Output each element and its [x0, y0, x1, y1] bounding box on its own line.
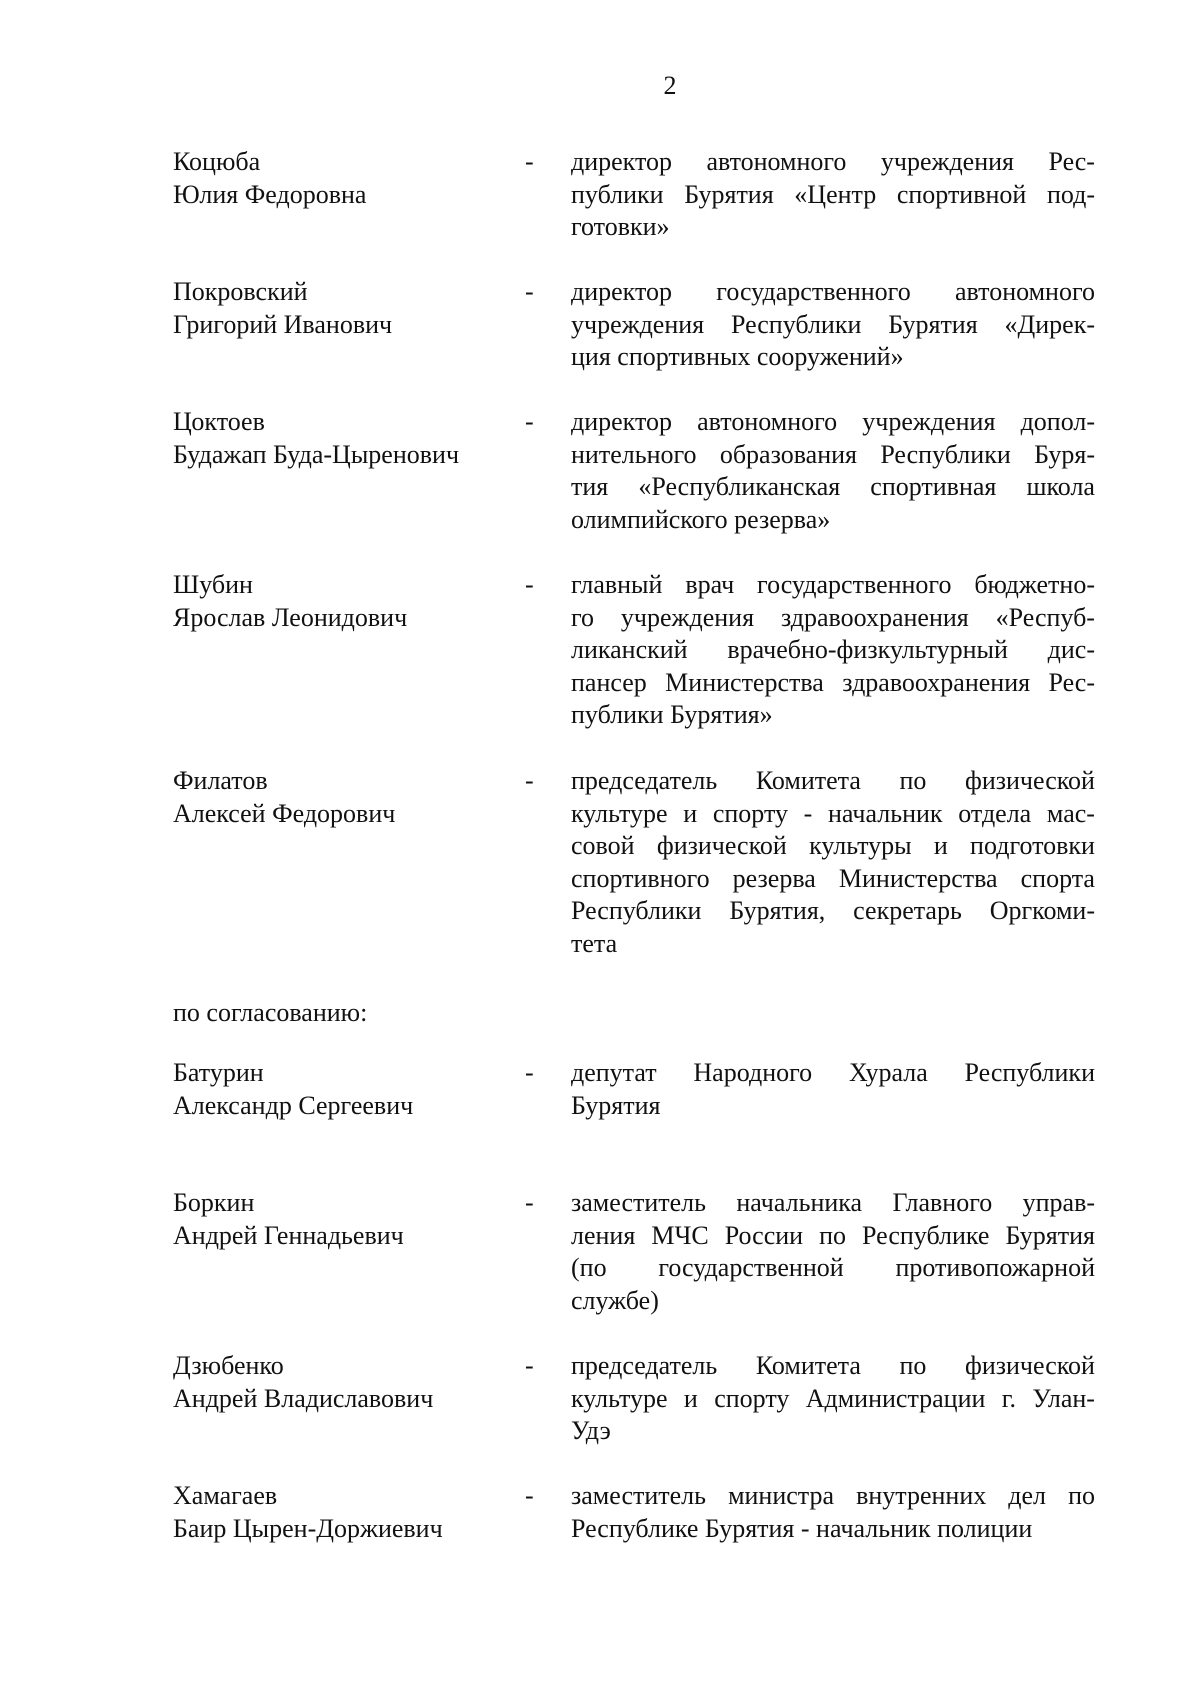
role-line: учреждения Республики Бурятия «Дирек- [571, 309, 1095, 339]
member-given-name: Григорий Иванович [173, 309, 393, 339]
member-role [571, 276, 1095, 374]
member-surname: Покровский [173, 277, 308, 306]
member-role [571, 1480, 1095, 1545]
role-line: депутат Народного Хурала Республики [571, 1058, 1095, 1087]
role-line: ления МЧС России по Республике Бурятия [571, 1220, 1095, 1250]
role-line: олимпийского резерва» [571, 504, 831, 534]
separator-dash: - [525, 277, 534, 306]
role-line: культуре и спорту - начальник отдела мас- [571, 798, 1095, 828]
member-role [571, 765, 1095, 960]
role-line: (по государственной противопожарной [571, 1253, 1095, 1282]
member-name [173, 1057, 493, 1122]
member-surname: Шубин [173, 570, 253, 599]
role-line: службе) [571, 1285, 659, 1315]
role-line: Республики Бурятия, секретарь Оргкоми- [571, 896, 1095, 925]
separator-dash: - [525, 1058, 534, 1087]
role-line: ликанский врачебно-физкультурный дис- [571, 635, 1095, 664]
separator-dash: - [525, 570, 534, 599]
role-line: тия «Республиканская спортивная школа [571, 472, 1095, 501]
member-given-name: Андрей Геннадьевич [173, 1220, 404, 1250]
section-label-by-agreement: по согласованию: [173, 998, 368, 1027]
member-role [571, 569, 1095, 732]
separator-dash: - [525, 1481, 534, 1510]
role-line: культуре и спорту Администрации г. Улан- [571, 1383, 1095, 1413]
member-role [571, 1057, 1095, 1122]
member-given-name: Баир Цырен-Доржиевич [173, 1513, 443, 1543]
member-surname: Коцюба [173, 147, 261, 176]
member-surname: Хамагаев [173, 1481, 278, 1510]
role-line: публики Бурятия «Центр спортивной под- [571, 179, 1095, 209]
member-role [571, 146, 1095, 244]
role-line: публики Бурятия» [571, 700, 773, 729]
role-line: заместитель начальника Главного управ- [571, 1188, 1095, 1217]
member-name [173, 146, 493, 211]
member-role [571, 1187, 1095, 1317]
role-line: пансер Министерства здравоохранения Рес- [571, 667, 1095, 697]
member-given-name: Андрей Владиславович [173, 1383, 434, 1413]
member-name [173, 276, 493, 341]
member-name [173, 1187, 493, 1252]
role-line: совой физической культуры и подготовки [571, 831, 1095, 860]
role-line: председатель Комитета по физической [571, 1351, 1095, 1380]
separator-dash: - [525, 407, 534, 436]
member-given-name: Александр Сергеевич [173, 1090, 414, 1120]
member-given-name: Будажап Буда-Цыренович [173, 439, 460, 469]
member-name [173, 1480, 493, 1545]
role-line: спортивного резерва Министерства спорта [571, 863, 1095, 893]
role-line: нительного образования Республики Буря- [571, 439, 1095, 469]
member-name [173, 1350, 493, 1415]
role-line: го учреждения здравоохранения «Респуб- [571, 602, 1095, 632]
member-surname: Дзюбенко [173, 1351, 284, 1380]
role-line: главный врач государственного бюджетно- [571, 570, 1095, 599]
separator-dash: - [525, 1188, 534, 1217]
role-line: Удэ [571, 1416, 611, 1445]
role-line: Бурятия [571, 1090, 661, 1120]
separator-dash: - [525, 766, 534, 795]
member-role [571, 1350, 1095, 1448]
role-line: ция спортивных сооружений» [571, 342, 904, 371]
role-line: готовки» [571, 212, 670, 241]
role-line: директор автономного учреждения допол- [571, 407, 1095, 436]
page-number: 2 [663, 71, 677, 100]
member-given-name: Алексей Федорович [173, 798, 396, 828]
role-line: заместитель министра внутренних дел по [571, 1481, 1095, 1510]
member-surname: Батурин [173, 1058, 264, 1087]
member-surname: Боркин [173, 1188, 255, 1217]
role-line: директор государственного автономного [571, 277, 1095, 306]
member-name [173, 569, 493, 634]
role-line: тета [571, 928, 618, 958]
separator-dash: - [525, 147, 534, 176]
member-name [173, 406, 493, 471]
member-name [173, 765, 493, 830]
member-given-name: Юлия Федоровна [173, 179, 367, 209]
role-line: директор автономного учреждения Рес- [571, 147, 1095, 176]
role-line: Республике Бурятия - начальник полиции [571, 1513, 1033, 1543]
member-surname: Филатов [173, 766, 268, 795]
member-surname: Цоктоев [173, 407, 265, 436]
role-line: председатель Комитета по физической [571, 766, 1095, 795]
member-given-name: Ярослав Леонидович [173, 602, 408, 632]
member-role [571, 406, 1095, 536]
separator-dash: - [525, 1351, 534, 1380]
